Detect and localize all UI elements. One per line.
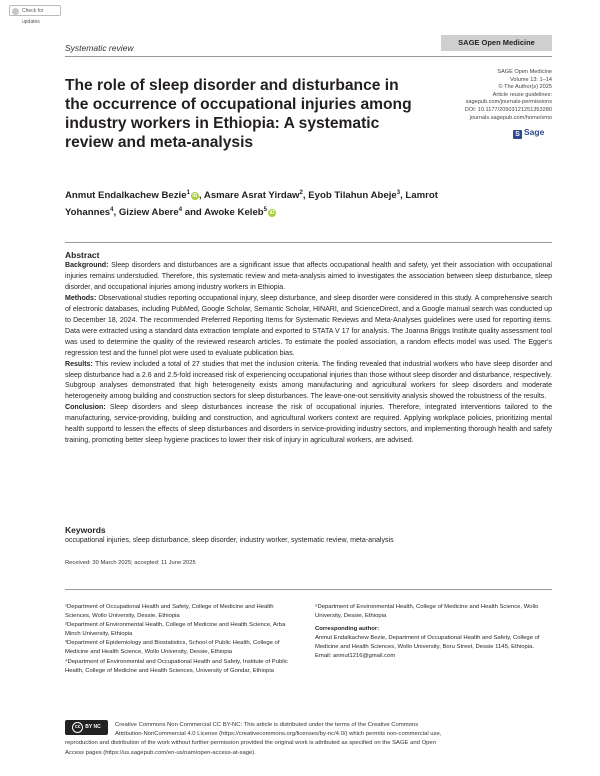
author-name[interactable]: Asmare Asrat Yirdaw	[203, 190, 300, 202]
affiliation: ²Department of Environmental Health, College of Medicine and Health Science, Arba Minch University, Ethiopia	[65, 622, 286, 638]
author-affiliation-sup: 2	[299, 190, 303, 196]
and-word: and	[184, 207, 202, 219]
meta-guidelines-link[interactable]: sagepub.com/journals-permissions	[465, 99, 552, 106]
author-affiliation-sup: 5	[263, 207, 267, 214]
header-divider	[65, 56, 552, 57]
author-list: Anmut Endalkachew Bezie$^1$iD , Asmare Asrat Yirdaw$^2$, Eyob Tilahun Abeje$^3$, Lamrot Yohannes$^4$, Giziew Abere$^4$ and Awoke Keleb$^5$iD	[65, 190, 438, 219]
affiliation: ⁴Department of Environmental and Occupational Health and Safety, Institute of Public Health, College of Medicine and Health Sciences, University of Gondar, Ethiopia	[65, 658, 288, 674]
keywords-heading: Keywords	[65, 525, 106, 535]
sage-logo-text: Sage	[524, 127, 545, 137]
check-updates-icon	[12, 8, 19, 15]
author-affiliation-sup: 4	[178, 207, 183, 214]
article-type: Systematic review	[65, 43, 134, 53]
corresponding-author-address: Anmut Endalkachew Bezie, Department of Occupational Health and Safety, College of Medicine and Health Sciences, Wollo University, Boru Street, Dessie 1145, Ethiopia.	[315, 635, 540, 651]
orcid-icon[interactable]: iD	[192, 193, 198, 200]
abstract-section-label: Background:	[65, 262, 109, 269]
check-for-updates-badge[interactable]	[9, 5, 61, 25]
author-name[interactable]: Giziew Abere	[118, 207, 179, 219]
meta-journal: SAGE Open Medicine	[497, 69, 552, 75]
affiliation: ¹Department of Occupational Health and Safety, College of Medicine and Health Sciences, Wollo University, Dessie, Ethiopia	[65, 604, 274, 620]
sage-logo	[513, 127, 544, 139]
check-updates-label: Check for updates	[22, 8, 44, 25]
abstract-section	[65, 294, 552, 360]
abstract-divider	[65, 242, 552, 243]
meta-copyright: © The Author(s) 2025	[498, 84, 552, 91]
author-name[interactable]: Eyob Tilahun Abeje	[308, 190, 397, 202]
corresponding-author-heading: Corresponding author:	[315, 626, 380, 633]
author-name[interactable]: Anmut Endalkachew Bezie	[65, 190, 187, 202]
keywords-text: occupational injuries, sleep disturbance, sleep disorder, industry worker, systematic review, meta-analysis	[65, 537, 394, 544]
abstract-body	[65, 261, 552, 447]
article-title: The role of sleep disorder and disturbance in the occurrence of occupational injuries among industry workers in Ethiopia: A systematic review and meta-analysis	[65, 77, 412, 151]
affiliation: ³Department of Epidemiology and Biostatistics, School of Public Health, College of Medicine and Health Science, Wollo University, Dessie, Ethiopia	[65, 640, 280, 656]
abstract-section-label: Results:	[65, 360, 93, 368]
abstract-section-label: Methods:	[65, 294, 97, 302]
abstract-section-label: Conclusion:	[65, 404, 106, 412]
abstract-section-text: Sleep disorders and disturbances are a significant issue that affects occupational health and safety, yet their association with occupational injuries remains understudied. Therefore, this systematic review and meta-analysis aimed to investigates the association between sleep disturbance, sleep disorder, and occupational injuries among industry workers in Ethiopia.	[65, 262, 552, 291]
abstract-section	[65, 403, 552, 447]
meta-guidelines-label: Article reuse guidelines:	[492, 91, 552, 98]
meta-journal-link[interactable]: journals.sagepub.com/home/smo	[469, 114, 552, 121]
meta-doi[interactable]: DOI: 10.1177/20503121251353280	[464, 106, 552, 113]
sage-logo-icon: S	[513, 130, 522, 139]
abstract-heading: Abstract	[65, 250, 100, 260]
article-meta	[420, 69, 552, 122]
license-text	[65, 721, 552, 758]
abstract-section-text: Sleep disorders and sleep disturbances increase the risk of occupational injuries. Therefore, integrated interventions tailored to the manufacturing, service-providing, building and construction, and agricultural workers context are required. Applying workplace policies, prioritizing mental health supportd to lessen the effects of sleep disturbances and disorders in service-providing industry sectors, and implementing thorough health and safety training, promoting better sleep hygiene practices to lower their risk of injury in agricultural workers, are advised.	[65, 404, 552, 445]
abstract-section-text: This review included a total of 27 studies that met the inclusion criteria. The finding revealed that industrial workers who have sleep disorder and sleep disturbance had a 2.6 and 2.5-fold increased risk of experiencing occupational injuries than those without sleep disorder and disturbance, respectively. Subgroup analyses demonstrated that high heterogeneity exists among manufacturing and agricultural workers for sleep disorders and moderate heterogeneity among building and construction sectors for sleep disturbances. The leave-one-out sensitivity analysis showed the robustness of the results.	[65, 360, 553, 401]
affiliations-right	[315, 603, 552, 662]
corresponding-author-email[interactable]: Email: anmut1216@gmail.com	[315, 653, 396, 660]
author-affiliation-sup: 3	[396, 190, 401, 196]
orcid-icon[interactable]: iD	[269, 210, 275, 217]
affiliation: ⁵Department of Environmental Health, College of Medicine and Health Science, Wollo University, Dessie, Ethiopia	[315, 604, 539, 620]
meta-volume: Volume 13: 1–14	[510, 76, 552, 83]
license-line: Access pages (https://us.sagepub.com/en-us/nam/open-access-at-sage).	[65, 749, 256, 756]
abstract-section-text: Observational studies reporting occupational injury, sleep disturbance, and sleep disorder were considered in this study. A comprehensive search of electronic databases, including PubMed, Google Scholar, Semantic Scholar, HINARI, and ScienceDirect, and a Google manual search was conducted up to December 18, 2024. The recommended Preferred Reporting Items for Systematic Reviews and Meta-Analyses guidelines were used for reporting items. Data were extracted using a standard data extraction template and exported to STATA V 17 for analysis. The Joanna Briggs Institute quality assessment tool was used to determine the quality of the reviewed research articles. To estimate the pooled association, a random effects model was used. The Egger's regression test and the funnel plot were used to evaluate publication bias.	[65, 294, 552, 357]
author-affiliation-sup: 4	[110, 207, 114, 214]
license-line: Attribution-NonCommercial 4.0 License (https://creativecommons.org/licenses/by-nc/4.0/) which permits non-commercial use,	[115, 731, 442, 738]
author-name[interactable]: Awoke Keleb	[204, 207, 264, 219]
author-affiliation-sup: 1	[186, 190, 190, 196]
abstract-section	[65, 261, 552, 294]
journal-tab: SAGE Open Medicine	[441, 35, 552, 51]
received-dates: Received: 30 March 2025; accepted: 11 June 2025	[65, 560, 196, 566]
cc-icon: cc	[72, 722, 83, 733]
affiliations-divider	[65, 589, 552, 590]
author-name[interactable]: Lamrot Yohannes	[65, 190, 438, 219]
cc-badge-label: BY NC	[85, 724, 101, 730]
license-line: Creative Commons Non Commercial CC BY-NC: This article is distributed under the terms of the Creative Commons	[115, 722, 419, 728]
license-line: reproduction and distribution of the work without further permission provided the original work is attributed as specified on the SAGE and Open	[65, 740, 436, 747]
affiliations-left	[65, 603, 290, 676]
abstract-section	[65, 360, 552, 404]
